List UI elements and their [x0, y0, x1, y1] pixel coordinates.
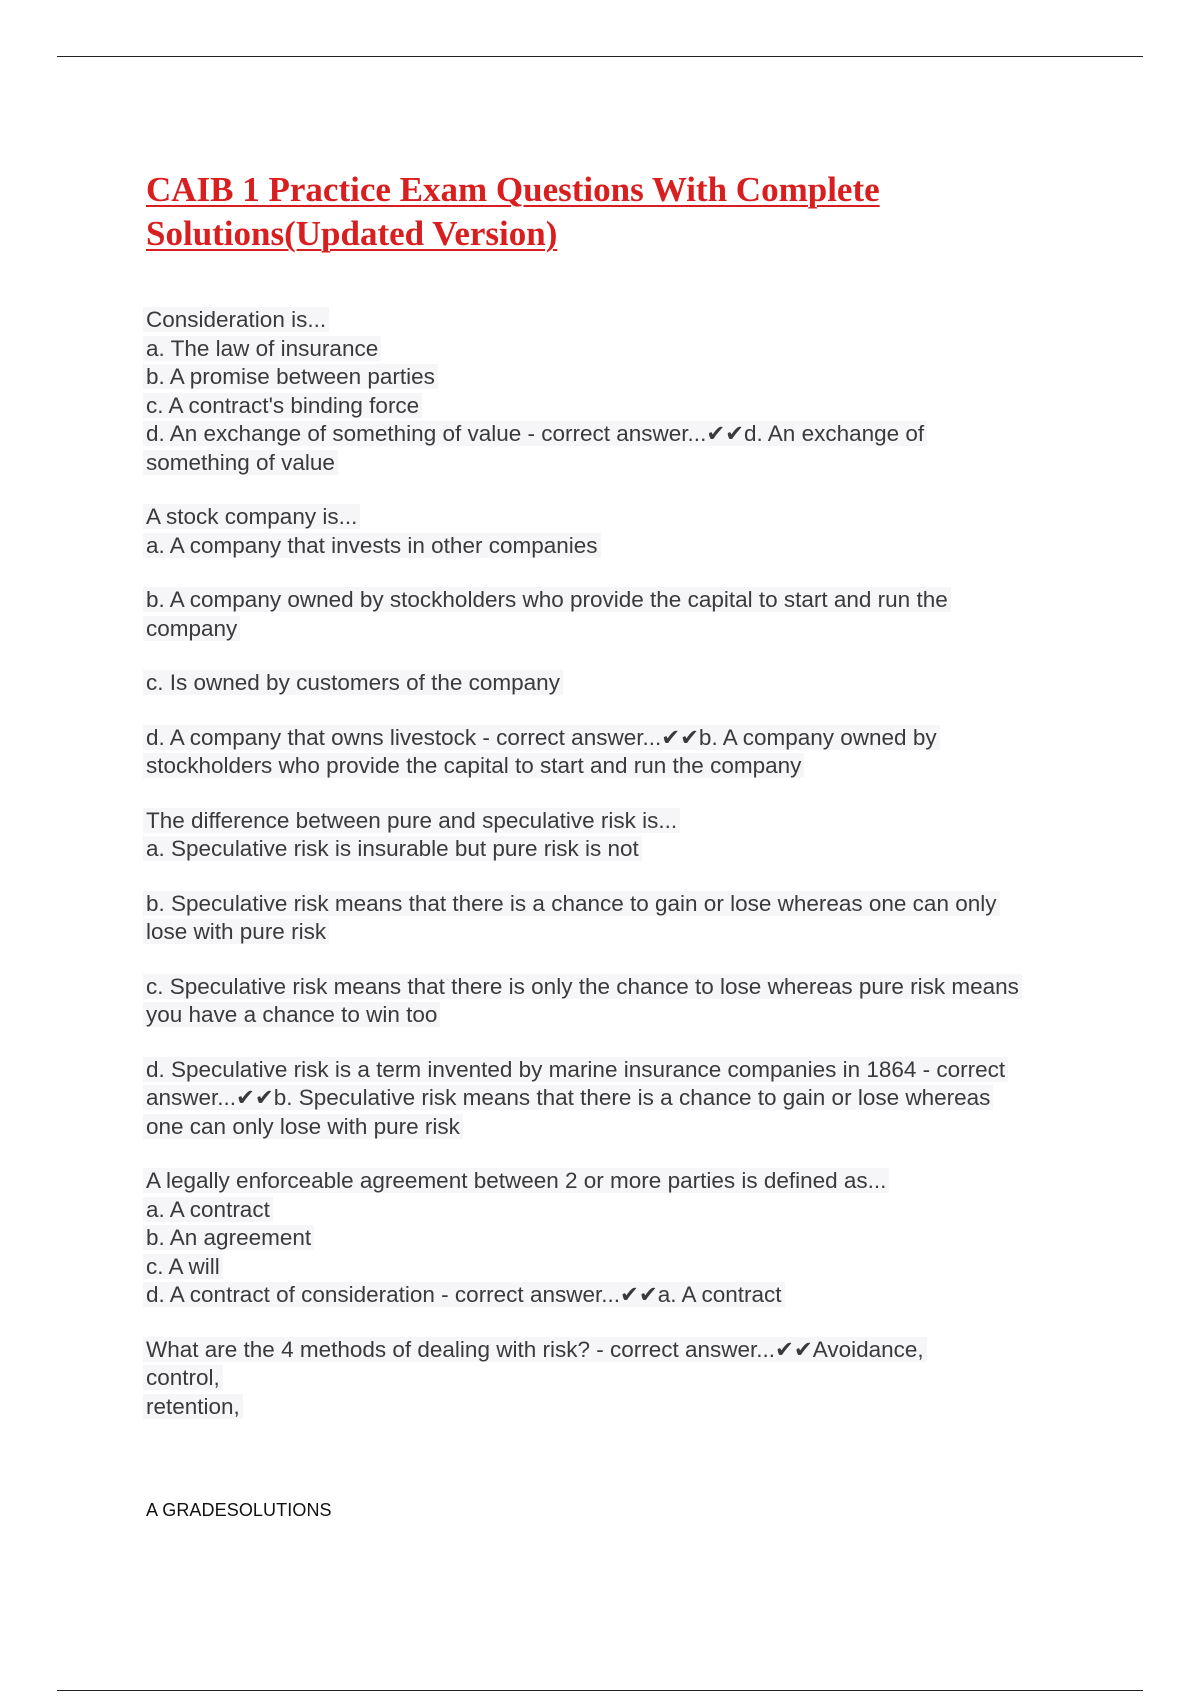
answer-option: c. Speculative risk means that there is only the chance to lose whereas pure risk means	[143, 974, 1022, 999]
question-stem: A legally enforceable agreement between 2 or more parties is defined as...	[143, 1168, 889, 1193]
answer-continued: control,	[143, 1365, 223, 1390]
answer-option-continued: stockholders who provide the capital to start and run the company	[143, 753, 804, 778]
question-stem: The difference between pure and speculative risk is...	[143, 808, 680, 833]
document-title	[146, 168, 1096, 256]
answer-option-continued: lose with pure risk	[143, 919, 329, 944]
answer-option-correct: d. A company that owns livestock - correct answer...✔✔b. A company owned by	[143, 725, 940, 750]
answer-option: c. A will	[143, 1254, 223, 1279]
answer-continued: retention,	[143, 1394, 243, 1419]
question-block-5	[146, 1336, 1096, 1422]
answer-option: a. A contract	[143, 1197, 273, 1222]
answer-option: a. The law of insurance	[143, 336, 381, 361]
question-stem: What are the 4 methods of dealing with risk? - correct answer...✔✔Avoidance,	[143, 1337, 927, 1362]
answer-option-correct: d. An exchange of something of value - correct answer...✔✔d. An exchange of	[143, 421, 927, 446]
title-line-2: Solutions(Updated Version)	[146, 214, 558, 253]
answer-option: b. An agreement	[143, 1225, 314, 1250]
question-block-3	[146, 807, 1096, 1142]
answer-option-continued: company	[143, 616, 240, 641]
answer-option: d. Speculative risk is a term invented by marine insurance companies in 1864 - correct	[143, 1057, 1008, 1082]
answer-option: b. A promise between parties	[143, 364, 438, 389]
answer-option-continued: something of value	[143, 450, 338, 475]
answer-option: b. Speculative risk means that there is a chance to gain or lose whereas one can only	[143, 891, 1000, 916]
answer-option: a. Speculative risk is insurable but pure risk is not	[143, 836, 642, 861]
question-block-2	[146, 503, 1096, 781]
answer-option-continued: one can only lose with pure risk	[143, 1114, 463, 1139]
question-stem: Consideration is...	[143, 307, 329, 332]
header-rule	[57, 56, 1143, 57]
answer-option: c. A contract's binding force	[143, 393, 422, 418]
question-stem: A stock company is...	[143, 504, 360, 529]
answer-option-correct: d. A contract of consideration - correct answer...✔✔a. A contract	[143, 1282, 785, 1307]
answer-option: a. A company that invests in other companies	[143, 533, 601, 558]
footer-rule	[57, 1690, 1143, 1691]
question-block-4	[146, 1167, 1096, 1310]
answer-option: b. A company owned by stockholders who provide the capital to start and run the	[143, 587, 951, 612]
answer-option-correct: answer...✔✔b. Speculative risk means that there is a chance to gain or lose whereas	[143, 1085, 993, 1110]
document-body	[146, 168, 1096, 1421]
footer-watermark-text: A GRADESOLUTIONS	[146, 1500, 332, 1520]
title-line-1: CAIB 1 Practice Exam Questions With Complete	[146, 170, 880, 209]
answer-option-continued: you have a chance to win too	[143, 1002, 440, 1027]
question-block-1	[146, 306, 1096, 477]
answer-option: c. Is owned by customers of the company	[143, 670, 563, 695]
